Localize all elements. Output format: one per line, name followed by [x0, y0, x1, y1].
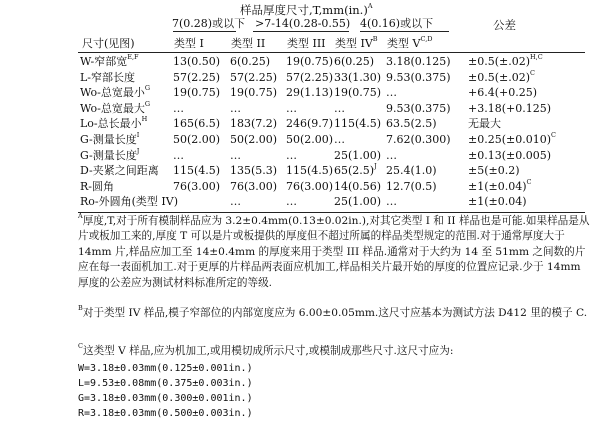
type-header-1: 类型 I — [174, 37, 204, 50]
table-cell: 6(0.25) — [230, 55, 271, 68]
table-cell: $65(2.5)^J$ — [334, 162, 377, 178]
table-cell: … — [286, 148, 297, 162]
tolerance-cell: $\pm 0.5(\pm.02)^{H,C}$ — [468, 53, 543, 68]
table-title: 样品厚度尺寸$,T,mm(in.)^A$ — [240, 2, 373, 17]
tolerance-cell: $\pm 1(\pm 0.04)^C$ — [468, 177, 532, 193]
table-cell: 9.53(0.375) — [386, 70, 451, 84]
footnote-c: $^C$这类型 V 样品,应为机加工,或用模切成所示尺寸,或模制成那些尺寸.这尺寸应为: — [78, 342, 454, 357]
type-header-4: 类型 $IV^B$ — [335, 35, 378, 50]
table-cell: … — [334, 101, 345, 115]
table-cell: 29(1.13) — [286, 86, 334, 100]
table-cell: 63.5(2.5) — [386, 117, 437, 131]
dimension-header: 尺寸(见图) — [82, 37, 135, 50]
table-cell: 33(1.30) — [334, 70, 382, 84]
table-cell: 14(0.56) — [334, 179, 382, 193]
table-cell: 7.62(0.300) — [386, 133, 451, 146]
group-rule-2 — [253, 31, 349, 32]
row-label: R-圆角 — [80, 179, 114, 193]
table-cell: 19(0.75) — [286, 55, 334, 68]
footnote-c-value-w: W=3.18±0.03mm(0.125±0.001in.) — [78, 363, 253, 374]
footnote-b: $^B$对于类型 IV 样品,模子窄部位的内部宽度应为 6.00±0.05mm.这尺寸应基本为测试方法 D412 里的模子 C. — [78, 304, 588, 319]
table-cell: … — [386, 86, 397, 100]
table-cell: 19(0.75) — [334, 86, 382, 100]
table-cell: 13(0.50) — [173, 55, 221, 68]
table-cell: … — [386, 148, 397, 162]
tolerance-header: 公差 — [493, 18, 516, 32]
type-header-2: 类型 II — [231, 37, 266, 50]
tolerance-cell: +3.18(+0.125) — [468, 101, 551, 115]
table-cell: 9.53(0.375) — [386, 101, 451, 115]
tolerance-cell: $\pm 0.5(\pm.02)^C$ — [468, 68, 535, 84]
type-header-5: 类型 $V^{C,D}$ — [387, 35, 433, 50]
table-bottom-rule — [78, 212, 585, 213]
table-cell: 76(3.00) — [286, 179, 334, 193]
tolerance-cell: +6.4(+0.25) — [468, 86, 538, 100]
tolerance-cell: ±5(±0.2) — [468, 164, 520, 178]
row-label: Lo-总长最小$^H$ — [80, 115, 148, 131]
table-cell: 76(3.00) — [173, 179, 221, 193]
table-cell: 57(2.25) — [173, 70, 221, 84]
group-header-2: >7-14(0.28-0.55) — [255, 17, 351, 30]
table-cell: … — [334, 133, 345, 146]
header-rule — [78, 52, 585, 53]
group-rule-3 — [360, 31, 449, 32]
footnote-c-value-g: G=3.18±0.03mm(0.300±0.001in.) — [78, 393, 253, 404]
table-cell: 12.7(0.5) — [386, 179, 437, 193]
table-cell: 50(2.00) — [173, 133, 221, 146]
row-label: D-夹紧之间距离 — [80, 164, 159, 178]
table-cell: 50(2.00) — [286, 133, 334, 146]
tolerance-cell: ±0.13(±0.005) — [468, 148, 551, 162]
tolerance-cell: $\pm 0.25(\pm 0.010)^C$ — [468, 131, 556, 146]
table-cell: … — [173, 101, 184, 115]
table-cell: 57(2.25) — [286, 70, 334, 84]
row-label: Ro-外圆角(类型 IV) — [80, 195, 178, 209]
table-cell: 25(1.00) — [334, 148, 382, 162]
table-cell: 183(7.2) — [230, 117, 278, 131]
table-cell: … — [286, 101, 297, 115]
table-cell: 76(3.00) — [230, 179, 278, 193]
row-label: W-窄部宽$^{E,F}$ — [80, 53, 139, 68]
row-label: G-测量长度$^I$ — [80, 131, 140, 146]
table-cell: 135(5.3) — [230, 164, 278, 178]
table-cell: 115(4.5) — [334, 117, 382, 131]
group-header-3: 4(0.16)或以下 — [360, 17, 434, 30]
table-cell: 6(0.25) — [334, 55, 375, 68]
row-label: Wo-总宽最大$^G$ — [80, 99, 151, 115]
footnote-c-value-r: R=3.18±0.03mm(0.500±0.003in.) — [78, 408, 253, 419]
type-header-3: 类型 III — [287, 37, 326, 50]
table-cell: 3.18(0.125) — [386, 55, 451, 68]
footnote-c-value-l: L=9.53±0.08mm(0.375±0.003in.) — [78, 378, 253, 389]
table-cell: … — [230, 101, 241, 115]
group-rule-1 — [173, 31, 236, 32]
row-label: Wo-总宽最小$^G$ — [80, 84, 151, 100]
row-label: L-窄部长度 — [80, 70, 136, 84]
tolerance-cell: ±1(±0.04) — [468, 195, 527, 209]
table-cell: 115(4.5) — [286, 164, 334, 178]
table-cell: … — [230, 148, 241, 162]
table-cell: … — [173, 148, 184, 162]
table-cell: … — [230, 195, 241, 209]
table-cell: … — [286, 195, 297, 209]
tolerance-cell: 无最大 — [468, 117, 501, 131]
table-cell: 19(0.75) — [173, 86, 221, 100]
table-cell: … — [386, 195, 397, 209]
footnote-a: $^A$厚度,T,对于所有模制样品应为 3.2±0.4mm(0.13±0.02in.),对其它类型 I 和 II 样品也是可能.如果样品是从片或板加工来的,厚度 T 可以是片或板提供的厚度但不超过所属的样品类型规定的范围.对于通常厚度大于 14mm 片,样品应加工至 14±0.4mm 的厚度来用于类型 III 样品.通常对于大约为 14 至 51mm 之间数的片应在每一表面机加工.对于更厚的片样品两表面应机加工,样品相关片最开始的厚度的位置应记录.少于 14mm 厚度的公差应为测试材料标准所定的等级. — [78, 212, 590, 289]
group-header-1: 7(0.28)或以下 — [172, 17, 246, 30]
table-cell: 57(2.25) — [230, 70, 278, 84]
table-cell: 25.4(1.0) — [386, 164, 437, 178]
table-cell: 19(0.75) — [230, 86, 278, 100]
table-cell: 25(1.00) — [334, 195, 382, 209]
table-cell: 50(2.00) — [230, 133, 278, 146]
table-cell: 115(4.5) — [173, 164, 221, 178]
table-cell: 246(9.7) — [286, 117, 334, 131]
row-label: G-测量长度$^J$ — [80, 146, 140, 162]
table-cell: 165(6.5) — [173, 117, 221, 131]
